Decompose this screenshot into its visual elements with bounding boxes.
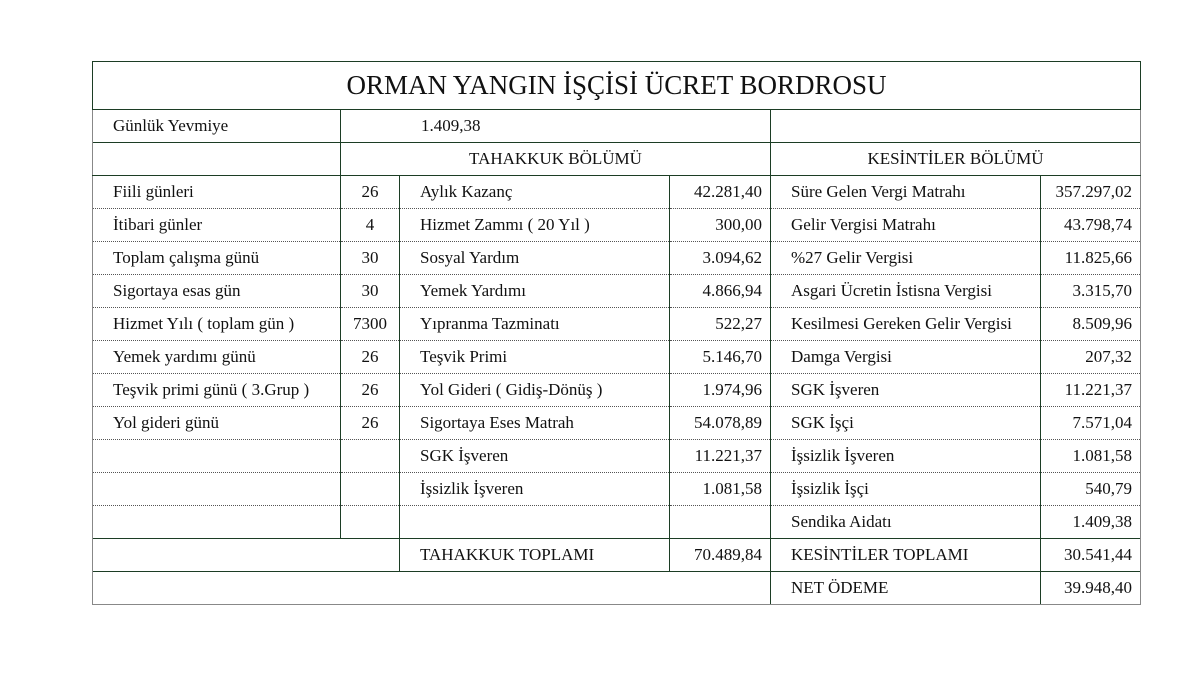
day-label: Fiili günleri bbox=[93, 176, 341, 209]
net-label: NET ÖDEME bbox=[771, 572, 1041, 605]
tahakkuk-label: Yol Gideri ( Gidiş-Dönüş ) bbox=[400, 374, 670, 407]
tahakkuk-label: Yıpranma Tazminatı bbox=[400, 308, 670, 341]
day-label: Yol gideri günü bbox=[93, 407, 341, 440]
table-row bbox=[93, 407, 1141, 440]
table-row bbox=[93, 341, 1141, 374]
tahakkuk-section-header: TAHAKKUK BÖLÜMÜ bbox=[341, 143, 771, 176]
table-row bbox=[93, 473, 1141, 506]
table-row bbox=[93, 242, 1141, 275]
kesinti-label: Asgari Ücretin İstisna Vergisi bbox=[771, 275, 1041, 308]
kesinti-value: 11.825,66 bbox=[1041, 242, 1141, 275]
kesinti-value: 540,79 bbox=[1041, 473, 1141, 506]
kesinti-value: 7.571,04 bbox=[1041, 407, 1141, 440]
yevmiye-value: 1.409,38 bbox=[341, 110, 771, 143]
tahakkuk-value: 3.094,62 bbox=[670, 242, 771, 275]
kesinti-label: İşsizlik İşçi bbox=[771, 473, 1041, 506]
day-label: Teşvik primi günü ( 3.Grup ) bbox=[93, 374, 341, 407]
tahakkuk-label: İşsizlik İşveren bbox=[400, 473, 670, 506]
net-empty bbox=[93, 572, 771, 605]
section-header-empty bbox=[93, 143, 341, 176]
table-row bbox=[93, 275, 1141, 308]
tahakkuk-value: 42.281,40 bbox=[670, 176, 771, 209]
tahakkuk-value: 11.221,37 bbox=[670, 440, 771, 473]
day-label bbox=[93, 440, 341, 473]
day-value: 4 bbox=[341, 209, 400, 242]
tahakkuk-label: Yemek Yardımı bbox=[400, 275, 670, 308]
net-row bbox=[93, 572, 1141, 605]
tahakkuk-label: Sosyal Yardım bbox=[400, 242, 670, 275]
tahakkuk-value: 54.078,89 bbox=[670, 407, 771, 440]
tahakkuk-value: 4.866,94 bbox=[670, 275, 771, 308]
kesinti-label: SGK İşçi bbox=[771, 407, 1041, 440]
tahakkuk-value: 5.146,70 bbox=[670, 341, 771, 374]
day-label bbox=[93, 506, 341, 539]
page-title: ORMAN YANGIN İŞÇİSİ ÜCRET BORDROSU bbox=[93, 62, 1141, 110]
day-label: Yemek yardımı günü bbox=[93, 341, 341, 374]
kesinti-value: 207,32 bbox=[1041, 341, 1141, 374]
day-value bbox=[341, 440, 400, 473]
kesinti-label: Kesilmesi Gereken Gelir Vergisi bbox=[771, 308, 1041, 341]
tahakkuk-total-label: TAHAKKUK TOPLAMI bbox=[400, 539, 670, 572]
net-value: 39.948,40 bbox=[1041, 572, 1141, 605]
day-value: 30 bbox=[341, 275, 400, 308]
day-value bbox=[341, 473, 400, 506]
day-value: 30 bbox=[341, 242, 400, 275]
table-row bbox=[93, 209, 1141, 242]
yevmiye-label: Günlük Yevmiye bbox=[93, 110, 341, 143]
table-row bbox=[93, 308, 1141, 341]
totals-empty bbox=[93, 539, 400, 572]
tahakkuk-value: 300,00 bbox=[670, 209, 771, 242]
kesinti-value: 1.409,38 bbox=[1041, 506, 1141, 539]
kesintiler-section-header: KESİNTİLER BÖLÜMÜ bbox=[771, 143, 1141, 176]
tahakkuk-value bbox=[670, 506, 771, 539]
tahakkuk-value: 522,27 bbox=[670, 308, 771, 341]
day-label: Toplam çalışma günü bbox=[93, 242, 341, 275]
kesinti-value: 11.221,37 bbox=[1041, 374, 1141, 407]
kesinti-label: Damga Vergisi bbox=[771, 341, 1041, 374]
table-row bbox=[93, 506, 1141, 539]
kesinti-label: Süre Gelen Vergi Matrahı bbox=[771, 176, 1041, 209]
kesinti-value: 1.081,58 bbox=[1041, 440, 1141, 473]
yevmiye-row bbox=[93, 110, 1141, 143]
yevmiye-empty-cell bbox=[771, 110, 1141, 143]
tahakkuk-value: 1.974,96 bbox=[670, 374, 771, 407]
kesinti-label: Gelir Vergisi Matrahı bbox=[771, 209, 1041, 242]
kesinti-value: 357.297,02 bbox=[1041, 176, 1141, 209]
tahakkuk-label: Teşvik Primi bbox=[400, 341, 670, 374]
day-value: 26 bbox=[341, 374, 400, 407]
kesinti-label: İşsizlik İşveren bbox=[771, 440, 1041, 473]
kesinti-label: SGK İşveren bbox=[771, 374, 1041, 407]
day-value bbox=[341, 506, 400, 539]
tahakkuk-value: 1.081,58 bbox=[670, 473, 771, 506]
table-row bbox=[93, 176, 1141, 209]
day-value: 7300 bbox=[341, 308, 400, 341]
table-row bbox=[93, 440, 1141, 473]
kesinti-value: 3.315,70 bbox=[1041, 275, 1141, 308]
kesinti-label: %27 Gelir Vergisi bbox=[771, 242, 1041, 275]
day-label: İtibari günler bbox=[93, 209, 341, 242]
totals-row bbox=[93, 539, 1141, 572]
kesinti-value: 8.509,96 bbox=[1041, 308, 1141, 341]
kesinti-value: 43.798,74 bbox=[1041, 209, 1141, 242]
tahakkuk-label: SGK İşveren bbox=[400, 440, 670, 473]
kesinti-total-label: KESİNTİLER TOPLAMI bbox=[771, 539, 1041, 572]
day-label: Sigortaya esas gün bbox=[93, 275, 341, 308]
day-value: 26 bbox=[341, 341, 400, 374]
kesinti-label: Sendika Aidatı bbox=[771, 506, 1041, 539]
section-header-row bbox=[93, 143, 1141, 176]
tahakkuk-label: Aylık Kazanç bbox=[400, 176, 670, 209]
day-value: 26 bbox=[341, 176, 400, 209]
day-value: 26 bbox=[341, 407, 400, 440]
tahakkuk-total-value: 70.489,84 bbox=[670, 539, 771, 572]
tahakkuk-label: Sigortaya Eses Matrah bbox=[400, 407, 670, 440]
tahakkuk-label bbox=[400, 506, 670, 539]
day-label: Hizmet Yılı ( toplam gün ) bbox=[93, 308, 341, 341]
day-label bbox=[93, 473, 341, 506]
table-row bbox=[93, 374, 1141, 407]
kesinti-total-value: 30.541,44 bbox=[1041, 539, 1141, 572]
tahakkuk-label: Hizmet Zammı ( 20 Yıl ) bbox=[400, 209, 670, 242]
payroll-table bbox=[92, 61, 1141, 605]
title-row bbox=[93, 62, 1141, 110]
